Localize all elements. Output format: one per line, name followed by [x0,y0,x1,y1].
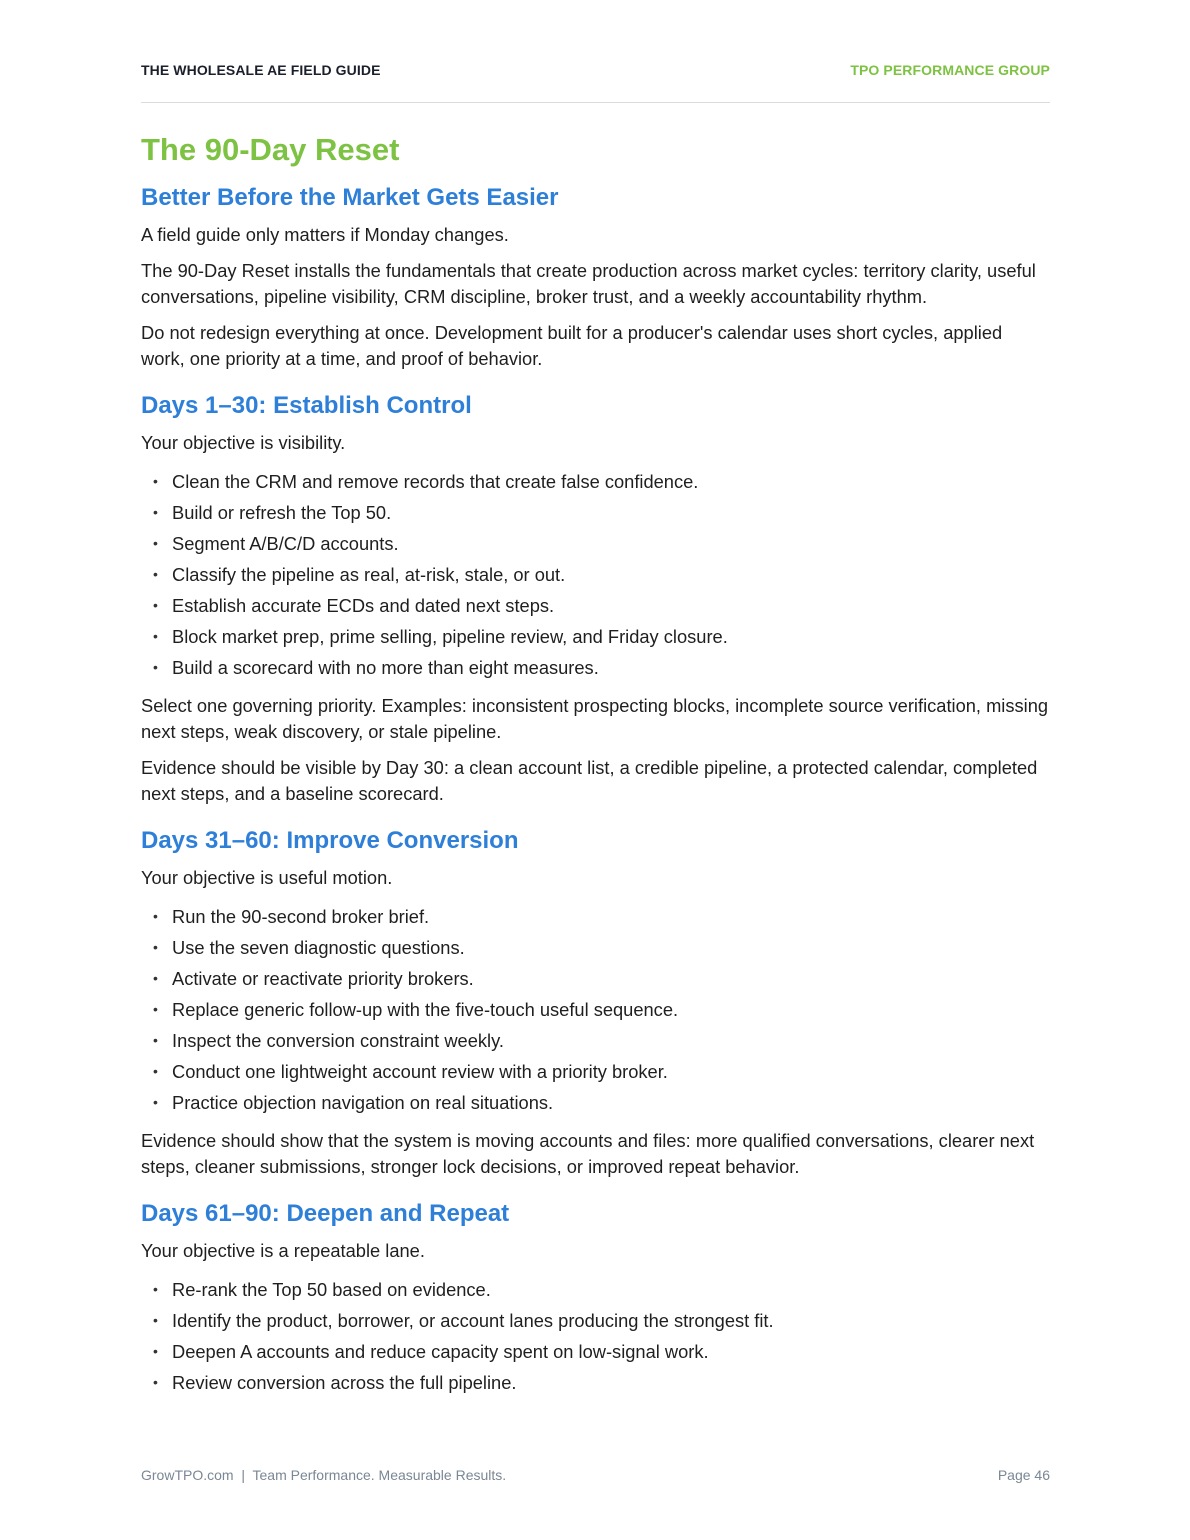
list-item-text: Inspect the conversion constraint weekly. [172,1030,504,1051]
list-item [141,1305,1050,1336]
footer-tagline: GrowTPO.com | Team Performance. Measurable Results. [141,1467,507,1483]
bullet-icon: • [153,597,158,613]
bullet-icon: • [153,1374,158,1390]
section-objective: Your objective is useful motion. [141,867,393,888]
intro-heading: Better Before the Market Gets Easier [141,184,559,211]
bullet-icon: • [153,1063,158,1079]
guide-title: THE WHOLESALE AE FIELD GUIDE [141,62,381,78]
list-item [141,497,1050,528]
list-item-text: Practice objection navigation on real situations. [172,1092,554,1113]
list-item [141,1087,1050,1118]
bullet-list [141,466,1050,683]
list-item [141,1274,1050,1305]
list-item-text: Run the 90-second broker brief. [172,906,430,927]
list-item [141,932,1050,963]
list-item [141,994,1050,1025]
list-item [141,1025,1050,1056]
list-item-text: Classify the pipeline as real, at-risk, stale, or out. [172,564,566,585]
bullet-icon: • [153,566,158,582]
running-header [141,62,1050,78]
list-item-text: Block market prep, prime selling, pipeline review, and Friday closure. [172,626,728,647]
header-divider [141,102,1050,103]
list-item [141,901,1050,932]
list-item-text: Activate or reactivate priority brokers. [172,968,474,989]
list-item-text: Clean the CRM and remove records that create false confidence. [172,471,699,492]
list-item [141,963,1050,994]
bullet-icon: • [153,908,158,924]
list-item [141,1367,1050,1398]
bullet-list [141,1274,1050,1398]
list-item-text: Identify the product, borrower, or account lanes producing the strongest fit. [172,1310,774,1331]
list-item-text: Replace generic follow-up with the five-touch useful sequence. [172,999,679,1020]
bullet-icon: • [153,1094,158,1110]
list-item [141,652,1050,683]
page-title: The 90-Day Reset [141,132,400,167]
section-heading: Days 31–60: Improve Conversion [141,827,519,854]
page-number: Page 46 [997,1467,1050,1483]
bullet-icon: • [153,939,158,955]
bullet-icon: • [153,1312,158,1328]
list-item-text: Use the seven diagnostic questions. [172,937,465,958]
list-item-text: Re-rank the Top 50 based on evidence. [172,1279,491,1300]
list-item [141,1056,1050,1087]
section-objective: Your objective is a repeatable lane. [141,1240,425,1261]
bullet-icon: • [153,504,158,520]
bullet-icon: • [153,628,158,644]
list-item [141,559,1050,590]
bullet-icon: • [153,1001,158,1017]
section-paragraph: Evidence should be visible by Day 30: a clean account list, a credible pipeline, a protected calendar, completed next steps, and a baseline scorecard. [141,757,1038,804]
list-item [141,590,1050,621]
section-paragraph: Select one governing priority. Examples: inconsistent prospecting blocks, incomplete source verification, missing next steps, weak discovery, or stale pipeline. [141,695,1049,742]
list-item-text: Establish accurate ECDs and dated next steps. [172,595,555,616]
list-item-text: Conduct one lightweight account review with a priority broker. [172,1061,668,1082]
list-item-text: Build a scorecard with no more than eight measures. [172,657,599,678]
bullet-icon: • [153,659,158,675]
bullet-icon: • [153,1343,158,1359]
list-item-text: Deepen A accounts and reduce capacity spent on low-signal work. [172,1341,709,1362]
page-content [141,128,1050,1408]
page-footer [141,1467,1050,1483]
list-item [141,621,1050,652]
list-item [141,528,1050,559]
intro-paragraph: Do not redesign everything at once. Development built for a producer's calendar uses short cycles, applied work, one priority at a time, and proof of behavior. [141,322,1003,369]
bullet-icon: • [153,1281,158,1297]
bullet-icon: • [153,473,158,489]
bullet-list [141,901,1050,1118]
section-heading: Days 61–90: Deepen and Repeat [141,1200,510,1227]
bullet-icon: • [153,535,158,551]
section-paragraph: Evidence should show that the system is moving accounts and files: more qualified conversations, clearer next steps, cleaner submissions, stronger lock decisions, or improved repeat behavior. [141,1130,1035,1177]
bullet-icon: • [153,1032,158,1048]
list-item-text: Build or refresh the Top 50. [172,502,392,523]
intro-paragraph: A field guide only matters if Monday changes. [141,224,509,245]
list-item-text: Review conversion across the full pipeline. [172,1372,517,1393]
publisher-name: TPO PERFORMANCE GROUP [850,62,1050,78]
list-item [141,466,1050,497]
section-objective: Your objective is visibility. [141,432,346,453]
section-heading: Days 1–30: Establish Control [141,392,472,419]
bullet-icon: • [153,970,158,986]
list-item [141,1336,1050,1367]
intro-paragraph: The 90-Day Reset installs the fundamentals that create production across market cycles: territory clarity, useful conversations, pipeline visibility, CRM discipline, broker trust, and a weekly accountability rhythm. [141,260,1036,307]
list-item-text: Segment A/B/C/D accounts. [172,533,399,554]
